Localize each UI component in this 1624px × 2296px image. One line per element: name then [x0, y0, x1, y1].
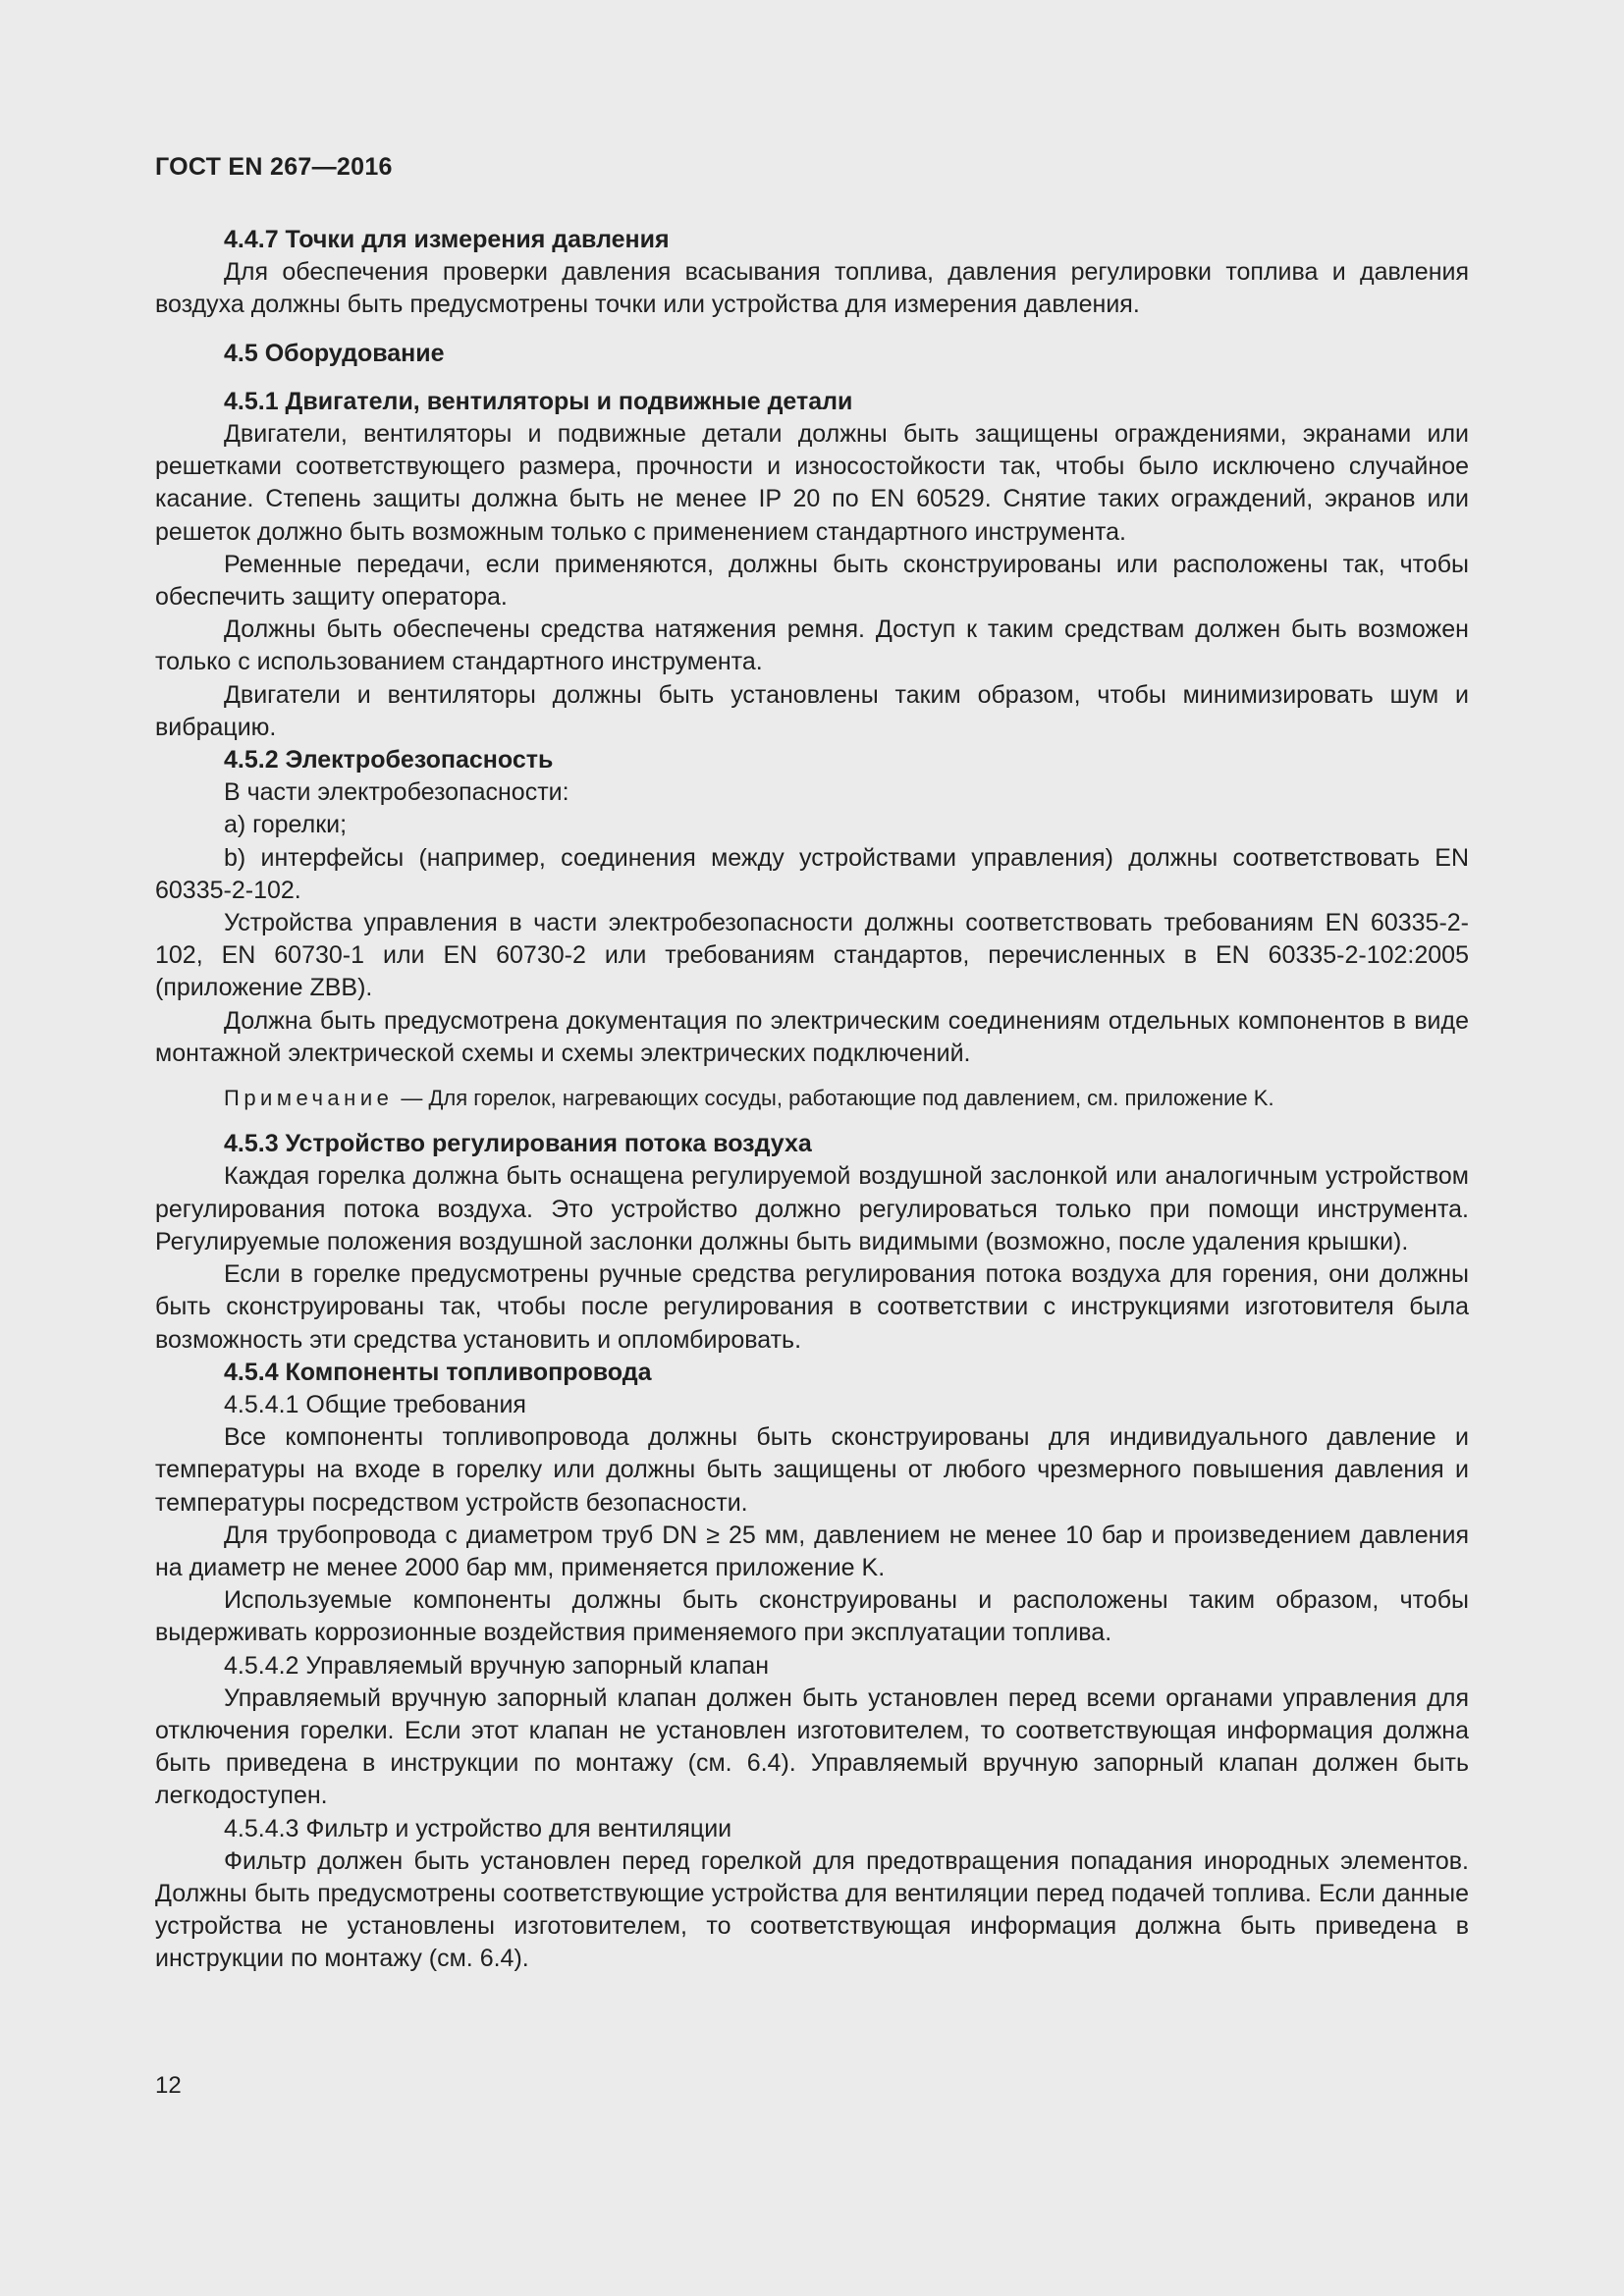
paragraph: Ременные передачи, если применяются, должны быть сконструированы или расположены так, чтобы обеспечить защиту оператора. — [155, 550, 1469, 612]
document-body — [155, 224, 1469, 1976]
section-title-4-5: 4.5 Оборудование — [224, 339, 445, 367]
subsection-title-4-5-4-1: 4.5.4.1 Общие требования — [224, 1390, 526, 1418]
paragraph: Двигатели, вентиляторы и подвижные детали должны быть защищены ограждениями, экранами или решетками соответствующего размера, прочности и износостойкости так, чтобы было исключено случайное касание. Степень защиты должна быть не менее IP 20 по EN 60529. Снятие таких ограждений, экранов или решеток должно быть возможным только с применением стандартного инструмента. — [155, 420, 1469, 546]
note-text: — Для горелок, нагревающих сосуды, работающие под давлением, см. приложение K. — [401, 1086, 1274, 1111]
page-number: 12 — [155, 2072, 182, 2099]
note — [155, 1082, 1469, 1114]
paragraph: Устройства управления в части электробезопасности должны соответствовать требованиям EN 60335-2-102, EN 60730-1 или EN 60730-2 или требованиям стандартов, перечисленных в EN 60335-2-102:2005 (приложение ZBB). — [155, 909, 1469, 1002]
paragraph: Для трубопровода с диаметром труб DN ≥ 25 мм, давлением не менее 10 бар и произведением давления на диаметр не менее 2000 бар мм, применяется приложение K. — [155, 1521, 1469, 1581]
paragraph: Используемые компоненты должны быть сконструированы и расположены таким образом, чтобы выдерживать коррозионные воздействия применяемого при эксплуатации топлива. — [155, 1586, 1469, 1647]
paragraph: Двигатели и вентиляторы должны быть установлены таким образом, чтобы минимизировать шум и вибрацию. — [155, 680, 1469, 741]
section-title-4-5-4: 4.5.4 Компоненты топливопровода — [224, 1358, 652, 1386]
section-title-4-5-2: 4.5.2 Электробезопасность — [224, 746, 554, 774]
section-title-4-4-7: 4.4.7 Точки для измерения давления — [224, 226, 670, 253]
section-title-4-5-1: 4.5.1 Двигатели, вентиляторы и подвижные детали — [224, 387, 853, 415]
paragraph: Для обеспечения проверки давления всасывания топлива, давления регулировки топлива и давления воздуха должны быть предусмотрены точки или устройства для измерения давления. — [155, 258, 1469, 319]
list-item: b) интерфейсы (например, соединения между устройствами управления) должны соответствовать EN 60335-2-102. — [155, 843, 1469, 904]
paragraph: Должны быть обеспечены средства натяжения ремня. Доступ к таким средствам должен быть возможен только с использованием стандартного инструмента. — [155, 615, 1469, 676]
paragraph: В части электробезопасности: — [224, 778, 569, 807]
standard-header: ГОСТ EN 267—2016 — [155, 153, 393, 181]
document-page — [155, 147, 1469, 1976]
paragraph: Управляемый вручную запорный клапан должен быть установлен перед всеми органами управления для отключения горелки. Если этот клапан не установлен изготовителем, то соответствующая информация должна быть приведена в инструкции по монтажу (см. 6.4). Управляемый вручную запорный клапан должен быть легкодоступен. — [155, 1683, 1469, 1810]
paragraph: Все компоненты топливопровода должны быть сконструированы для индивидуального давление и температуры на входе в горелку или должны быть защищены от любого чрезмерного повышения давления и температуры посредством устройств безопасности. — [155, 1423, 1469, 1517]
subsection-title-4-5-4-2: 4.5.4.2 Управляемый вручную запорный клапан — [224, 1651, 770, 1680]
paragraph: Каждая горелка должна быть оснащена регулируемой воздушной заслонкой или аналогичным устройством регулирования потока воздуха. Это устройство должно регулироваться только при помощи инструмента. Регулируемые положения воздушной заслонки должны быть видимыми (возможно, после удаления крышки). — [155, 1162, 1469, 1255]
list-item: a) горелки; — [224, 811, 348, 839]
paragraph: Фильтр должен быть установлен перед горелкой для предотвращения попадания инородных элементов. Должны быть предусмотрены соответствующие устройства для вентиляции перед подачей топлива. Если данные устройства не установлены изготовителем, то соответствующая информация должна быть приведена в инструкции по монтажу (см. 6.4). — [155, 1846, 1469, 1973]
note-label: Примечание — [224, 1086, 394, 1111]
paragraph: Если в горелке предусмотрены ручные средства регулирования потока воздуха для горения, они должны быть сконструированы так, чтобы после регулирования в соответствии с инструкциями изготовителя была возможность эти средства установить и опломбировать. — [155, 1260, 1469, 1354]
section-title-4-5-3: 4.5.3 Устройство регулирования потока воздуха — [224, 1130, 812, 1158]
paragraph: Должна быть предусмотрена документация по электрическим соединениям отдельных компонентов в виде монтажной электрической схемы и схемы электрических подключений. — [155, 1006, 1469, 1067]
subsection-title-4-5-4-3: 4.5.4.3 Фильтр и устройство для вентиляции — [224, 1814, 732, 1842]
